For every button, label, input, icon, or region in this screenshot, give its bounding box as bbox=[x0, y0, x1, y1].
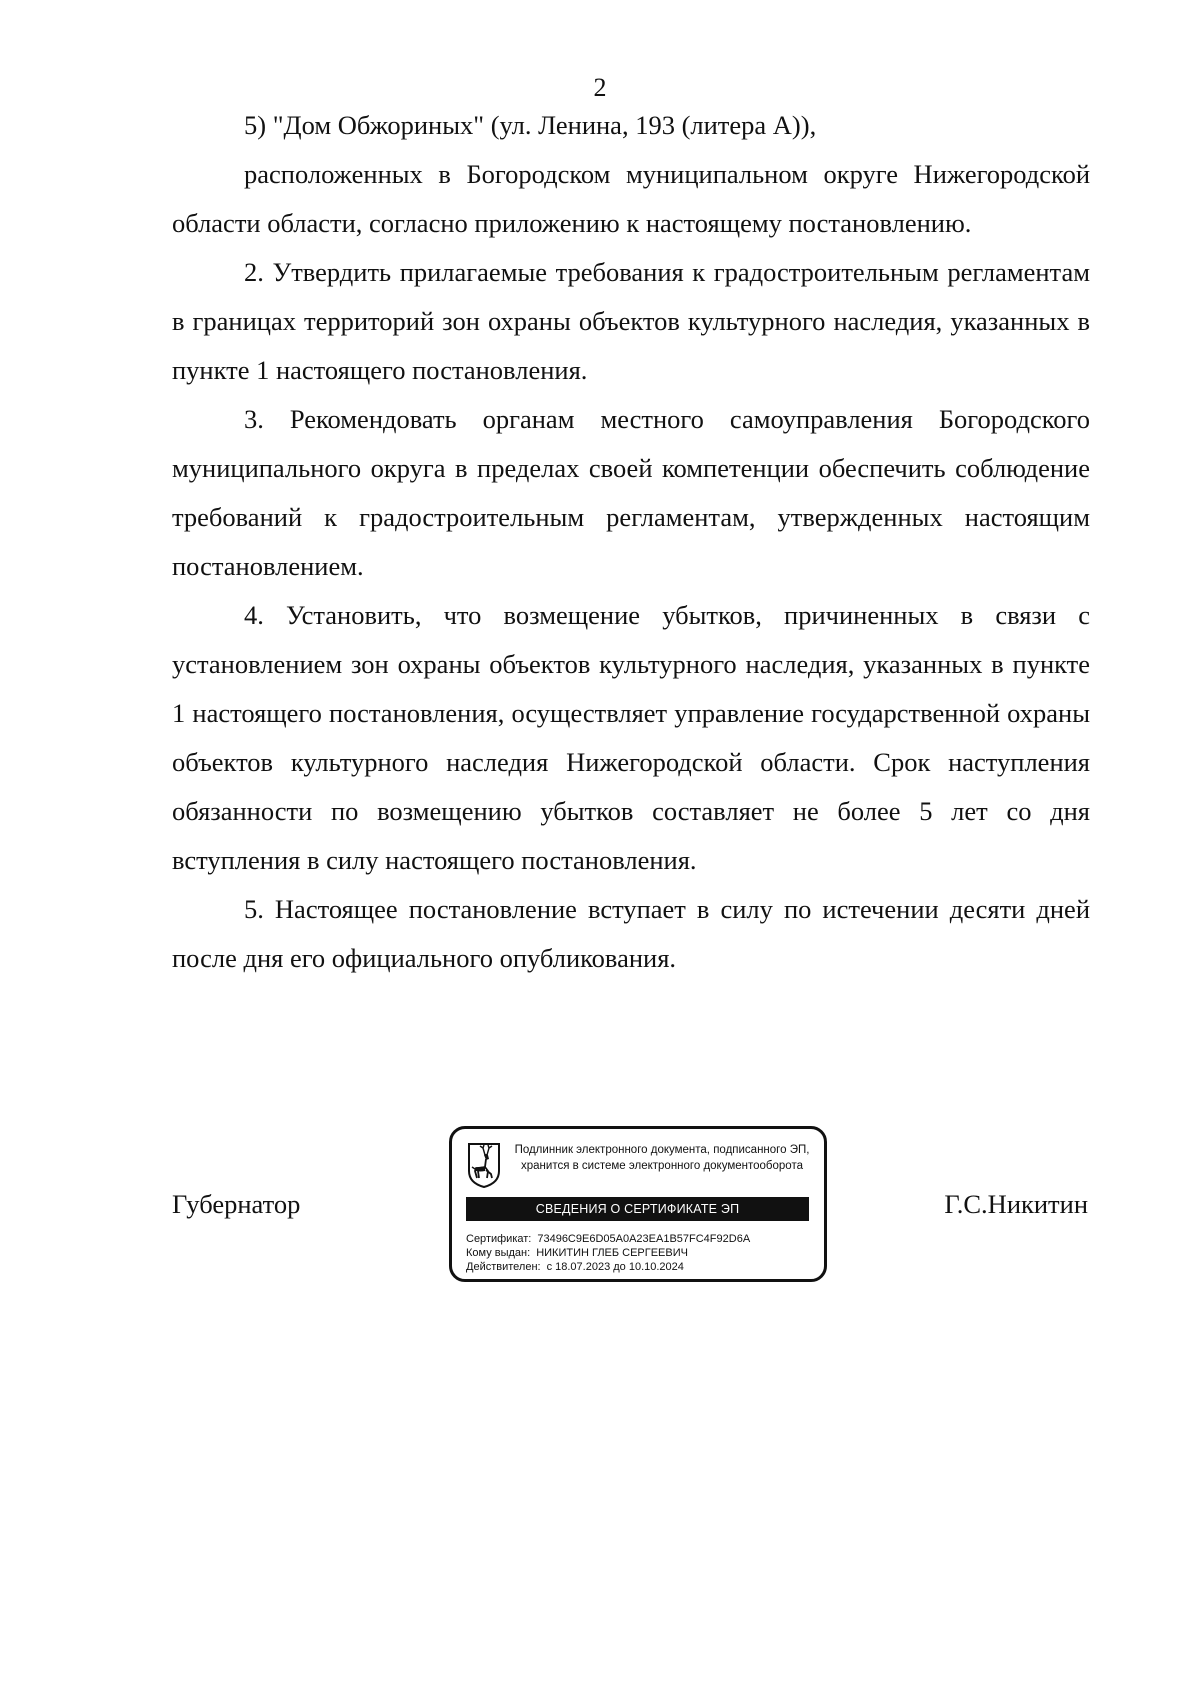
signer-name: Г.С.Никитин bbox=[944, 1189, 1088, 1219]
validity-row bbox=[466, 1260, 750, 1274]
stamp-header-line-2: хранится в системе электронного документооборота bbox=[521, 1160, 803, 1172]
certificate-label: Сертификат: bbox=[466, 1233, 532, 1245]
issued-to-label: Кому выдан: bbox=[466, 1247, 531, 1259]
certificate-details bbox=[466, 1232, 750, 1274]
issued-to-value: НИКИТИН ГЛЕБ СЕРГЕЕВИЧ bbox=[536, 1247, 688, 1259]
clause-4: 4. Установить, что возмещение убытков, причиненных в связи с установлением зон охраны объектов культурного наследия, указанных в пункте 1 настоящего постановления, осуществляет управление государственной охраны объектов культурного наследия Нижегородской области. Срок наступления обязанности по возмещению убытков составляет не более 5 лет со дня вступления в силу настоящего постановления. bbox=[172, 600, 1090, 875]
signer-title: Губернатор bbox=[172, 1189, 301, 1219]
list-item-5: 5) "Дом Обжориных" (ул. Ленина, 193 (литера А)), bbox=[244, 110, 817, 140]
certificate-info-bar: СВЕДЕНИЯ О СЕРТИФИКАТЕ ЭП bbox=[466, 1197, 809, 1221]
stamp-header-line-1: Подлинник электронного документа, подписанного ЭП, bbox=[514, 1144, 810, 1156]
stamp-header bbox=[507, 1142, 817, 1174]
paragraph-location: расположенных в Богородском муниципальном округе Нижегородской области области, согласно приложению к настоящему постановлению. bbox=[172, 159, 1090, 238]
certificate-row bbox=[466, 1232, 750, 1246]
electronic-signature-stamp bbox=[449, 1126, 827, 1282]
clause-5: 5. Настоящее постановление вступает в силу по истечении десяти дней после дня его официального опубликования. bbox=[172, 894, 1090, 973]
clause-3: 3. Рекомендовать органам местного самоуправления Богородского муниципального округа в пределах своей компетенции обеспечить соблюдение требований к градостроительным регламентам, утвержденных настоящим постановлением. bbox=[172, 404, 1090, 581]
validity-label: Действителен: bbox=[466, 1261, 541, 1273]
issued-to-row bbox=[466, 1246, 750, 1260]
document-body bbox=[172, 101, 1090, 983]
validity-value: с 18.07.2023 до 10.10.2024 bbox=[546, 1261, 684, 1273]
coat-of-arms-deer-icon bbox=[466, 1141, 502, 1189]
clause-2: 2. Утвердить прилагаемые требования к градостроительным регламентам в границах территорий зон охраны объектов культурного наследия, указанных в пункте 1 настоящего постановления. bbox=[172, 257, 1090, 385]
page-number: 2 bbox=[593, 73, 607, 102]
certificate-value: 73496C9E6D05A0A23EA1B57FC4F92D6A bbox=[537, 1233, 751, 1245]
